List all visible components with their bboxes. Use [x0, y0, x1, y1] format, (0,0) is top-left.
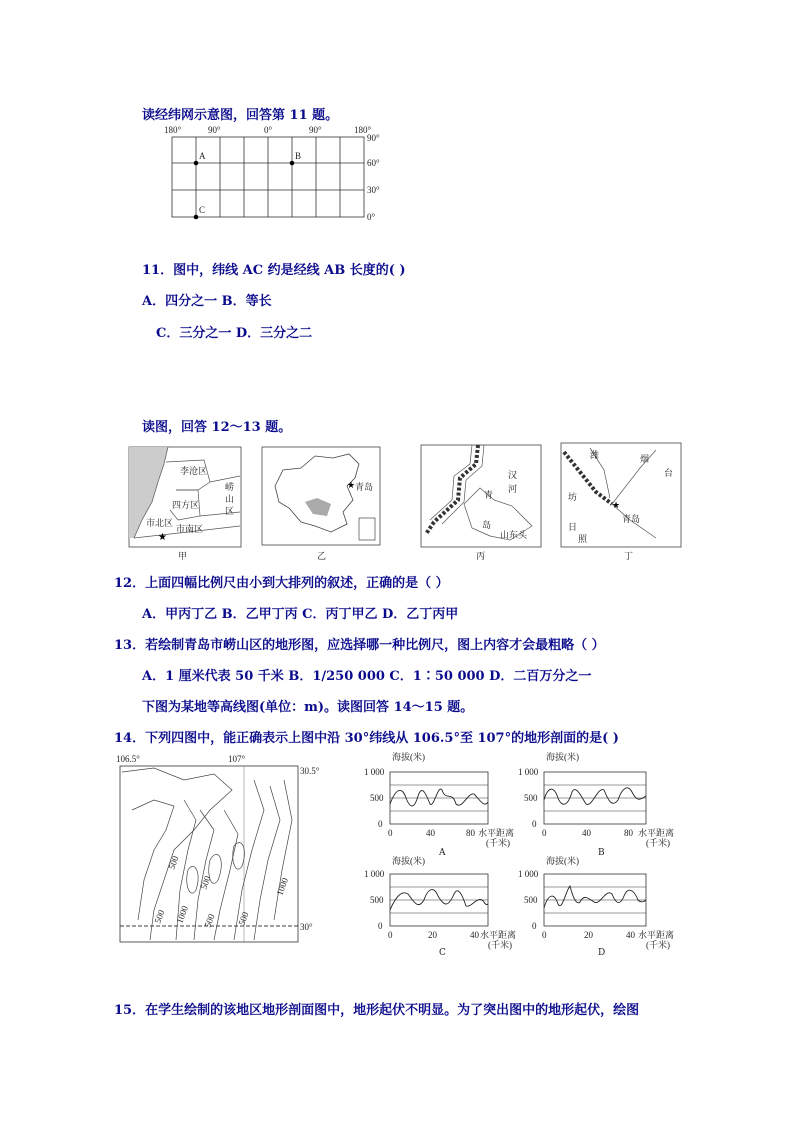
lon-label-0: 0° [264, 125, 273, 135]
x-tick-40: 40 [470, 930, 479, 940]
xlabel-1: 水平距离 [480, 930, 517, 940]
x-tick-0: 0 [388, 828, 393, 838]
q11-intro: 读经纬网示意图，回答第 11 题。 [142, 108, 339, 123]
y-tick-0: 0 [532, 819, 537, 829]
contour-label-6: 1000 [274, 876, 291, 897]
q12-stem: 12．上面四幅比例尺由小到大排列的叙述，正确的是（ ） [114, 576, 449, 591]
q11-stem: 11．图中，纬线 AC 约是经线 AB 长度的( ) [142, 263, 406, 278]
profile-d [512, 850, 682, 950]
y-tick-1000: 1 000 [518, 869, 539, 879]
bing-label-shandongtou: 山东头 [500, 530, 528, 540]
bing-label-dao: 岛 [482, 520, 492, 530]
point-a-label: A [199, 151, 206, 161]
profile-a-ylabel: 海拔(米) [392, 752, 425, 762]
jia-label-sifang: 四方区 [172, 500, 200, 510]
q12-13-intro: 读图，回答 12～13 题。 [142, 420, 292, 435]
map-bing [420, 444, 542, 548]
contour-label-2: 500 [198, 874, 213, 891]
lat-lon-grid-figure [158, 123, 388, 223]
map-ding [560, 442, 682, 548]
point-b-label: B [295, 151, 302, 161]
q11-options-cd: C．三分之一 D．三分之二 [156, 326, 313, 341]
x-tick-40: 40 [626, 930, 635, 940]
lon-label-180e: 180° [354, 125, 372, 135]
profile-b-ylabel: 海拔(米) [546, 752, 579, 762]
jia-label-shan: 山 [225, 494, 235, 504]
x-tick-0: 0 [388, 930, 393, 940]
map-bing-caption: 丙 [476, 552, 486, 562]
profile-d-ylabel: 海拔(米) [546, 856, 579, 866]
xlabel-1: 水平距离 [638, 828, 675, 838]
contour-label-4: 1000 [174, 904, 191, 925]
bing-label-han: 汉 [508, 470, 518, 480]
xlabel-1: 水平距离 [638, 930, 675, 940]
contour-label-7: 500 [236, 910, 251, 927]
q11-options-ab: A．四分之一 B．等长 [142, 294, 272, 309]
jia-label-lao: 崂 [225, 482, 235, 492]
profile-c-letter: C [439, 948, 446, 958]
q15-stem: 15．在学生绘制的该地区地形剖面图中，地形起伏不明显。为了突出图中的地形起伏，绘图 [114, 1003, 640, 1018]
y-tick-0: 0 [532, 921, 537, 931]
q13-options: A．1 厘米代表 50 千米 B．1/250 000 C．1∶50 000 D．二百万分之一 [142, 669, 592, 684]
y-tick-500: 500 [524, 895, 538, 905]
profile-c-ylabel: 海拔(米) [392, 856, 425, 866]
q12-options: A．甲丙丁乙 B．乙甲丁丙 C．丙丁甲乙 D．乙丁丙甲 [142, 607, 459, 622]
y-tick-0: 0 [378, 819, 383, 829]
lon-label-106-5: 106.5° [116, 754, 140, 764]
q14-15-intro: 下图为某地等高线图(单位：m)。读图回答 14～15 题。 [142, 700, 474, 715]
lon-label-90e: 90° [309, 125, 322, 135]
jia-label-qu: 区 [225, 506, 235, 516]
map-yi-caption: 乙 [317, 552, 327, 562]
lat-label-0: 0° [367, 212, 376, 222]
point-b [290, 161, 295, 166]
contour-map [114, 750, 330, 946]
jia-label-shinan: 市南区 [176, 524, 204, 534]
profile-b [512, 750, 682, 850]
lat-label-30: 30° [367, 185, 380, 195]
x-tick-0: 0 [542, 930, 547, 940]
q14-stem: 14．下列四图中，能正确表示上图中沿 30°纬线从 106.5°至 107°的地形剖面的是( ) [114, 731, 619, 746]
y-tick-500: 500 [370, 793, 384, 803]
y-tick-500: 500 [524, 793, 538, 803]
star-icon: ★ [158, 532, 167, 543]
xlabel-2: (千米) [646, 838, 670, 848]
xlabel-2: (千米) [486, 838, 510, 848]
profile-d-letter: D [598, 948, 606, 958]
profile-b-letter: B [598, 848, 605, 858]
y-tick-1000: 1 000 [518, 767, 539, 777]
xlabel-2: (千米) [488, 940, 512, 950]
ding-label-ri: 日 [568, 522, 578, 532]
map-yi [261, 446, 381, 546]
ding-label-zhao: 照 [578, 534, 588, 544]
y-tick-0: 0 [378, 921, 383, 931]
lat-label-30: 30° [300, 922, 313, 932]
xlabel-1: 水平距离 [478, 828, 515, 838]
ding-label-qingdao: 青岛 [622, 514, 641, 524]
contour-label-3: 500 [152, 908, 167, 925]
point-c-label: C [199, 205, 206, 215]
xlabel-2: (千米) [646, 940, 670, 950]
ding-label-wei: 潍 [590, 450, 600, 460]
x-tick-0: 0 [542, 828, 547, 838]
x-tick-40: 40 [582, 828, 591, 838]
lat-label-90: 90° [367, 133, 380, 143]
lon-label-90w: 90° [208, 125, 221, 135]
x-tick-40: 40 [426, 828, 435, 838]
x-tick-20: 20 [428, 930, 437, 940]
profile-a-letter: A [439, 848, 446, 858]
yi-label-qingdao: 青岛 [355, 482, 374, 492]
lat-label-60: 60° [367, 158, 380, 168]
profile-c [358, 850, 518, 950]
x-tick-80: 80 [466, 828, 475, 838]
y-tick-500: 500 [370, 895, 384, 905]
y-tick-1000: 1 000 [364, 767, 385, 777]
jia-label-shibei: 市北区 [146, 518, 174, 528]
star-icon: ★ [347, 480, 356, 490]
bing-label-he: 河 [508, 484, 518, 494]
ding-label-tai: 台 [664, 468, 674, 478]
jia-label-licang: 李沧区 [180, 466, 208, 476]
contour-label-1: 500 [166, 854, 181, 871]
ding-label-yan: 烟 [640, 454, 650, 464]
point-a [194, 161, 199, 166]
map-ding-caption: 丁 [624, 552, 634, 562]
profile-a [358, 750, 518, 850]
point-c [194, 215, 199, 220]
star-icon: ★ [612, 500, 621, 510]
bing-label-qing: 青 [484, 490, 494, 500]
map-jia-caption: 甲 [178, 552, 188, 562]
ding-label-fang: 坊 [568, 492, 578, 502]
lon-label-107: 107° [228, 754, 246, 764]
q13-stem: 13．若绘制青岛市崂山区的地形图，应选择哪一种比例尺，图上内容才会最粗略（ ） [114, 638, 605, 653]
x-tick-20: 20 [584, 930, 593, 940]
lon-label-180w: 180° [164, 125, 182, 135]
lat-label-30-5: 30.5° [300, 766, 320, 776]
map-jia [128, 446, 242, 548]
y-tick-1000: 1 000 [364, 869, 385, 879]
x-tick-80: 80 [624, 828, 633, 838]
contour-label-5: 500 [202, 912, 217, 929]
